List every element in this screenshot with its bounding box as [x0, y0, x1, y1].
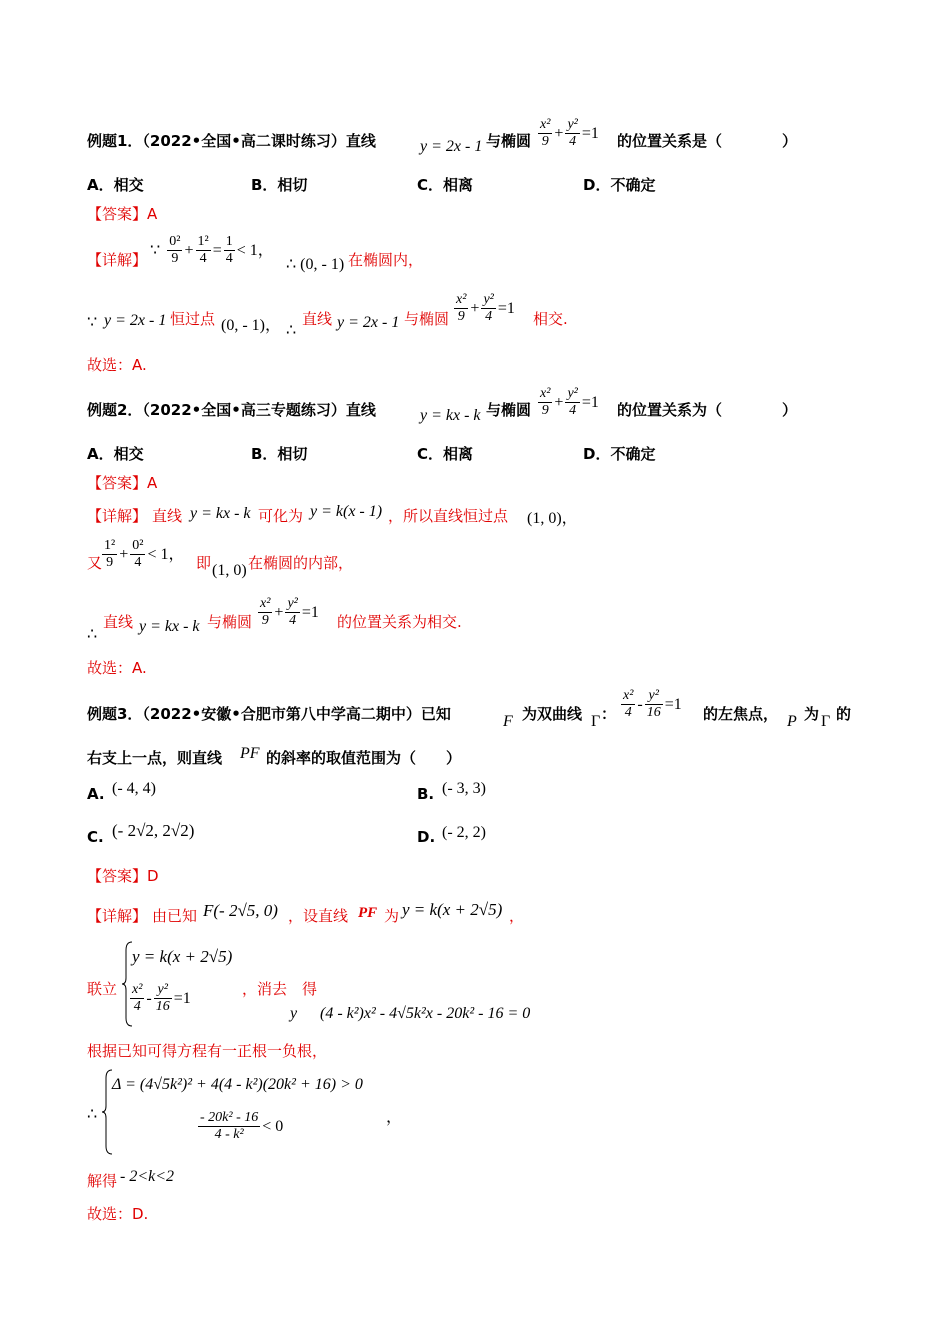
- ex2-conc-2: 与椭圆: [207, 613, 253, 631]
- ex3-solve-label: 解得: [87, 1172, 118, 1190]
- ex2-ellipse-2: $\frac{\text{x²}}{9}$ + $\frac{\text{y²}}{4}$ =1: [260, 596, 319, 628]
- ex3-title: 例题3．（2022•安徽•合肥市第八中学高二期中）已知: [87, 705, 451, 723]
- ex3-answer: 【答案】D: [87, 867, 159, 885]
- ex3-t4: 为: [804, 705, 820, 723]
- ex3-detail-comma: ，: [509, 907, 525, 925]
- ex1-intersect: 相交.: [533, 310, 568, 328]
- ex3-system-eq2: $\frac{\text{x²}}{4}$ - $\frac{\text{y²}}{16}$ =1: [132, 982, 191, 1014]
- ex3-result-eq: (4 - k²)x² - 4√5k²x - 20k² - 16 = 0: [320, 1005, 531, 1022]
- ex3-option-b: (- 3, 3): [442, 780, 486, 797]
- ex2-tail: 的位置关系为（ ）: [617, 401, 798, 419]
- ex3-eliminate: ，消去 得: [242, 980, 318, 998]
- ex2-check: $\frac{\text{1²}}{9}$ + $\frac{\text{0²}}{4}$ < 1，: [104, 538, 185, 570]
- ex1-line3: y = 2x - 1: [337, 314, 400, 331]
- ex1-ellipse: $\frac{\text{x²}}{9}$ + $\frac{\text{y²}}{4}$ =1: [540, 117, 599, 149]
- ex2-choose: 故选：A.: [87, 659, 147, 677]
- ex3-ineq-comma: ，: [386, 1109, 403, 1126]
- ex3-detail-1: 由已知: [152, 907, 198, 925]
- ex2-also: 又: [87, 554, 103, 572]
- ex2-detail-3: ，所以直线恒过点: [388, 507, 509, 525]
- ex1-answer: 【答案】A: [87, 205, 158, 223]
- ex1-because2: ∵: [87, 314, 98, 331]
- ex3-option-a: (- 4, 4): [112, 780, 156, 797]
- ex3-lianli: 联立: [87, 980, 118, 998]
- ex3-t2: 为双曲线: [522, 705, 583, 723]
- ex2-detail-label: 【详解】: [87, 507, 148, 525]
- ex3-system-eq1: y = k(x + 2√5): [132, 947, 233, 966]
- ex2-option-c: C．相离: [417, 445, 474, 463]
- ex3-PF: PF: [240, 745, 260, 762]
- ex1-option-b: B．相切: [251, 176, 308, 194]
- ex3-line2a: 右支上一点，则直线: [87, 749, 223, 767]
- ex3-t5: 的: [836, 705, 852, 723]
- ex1-inside: 在椭圆内，: [348, 251, 424, 269]
- ex1-therefore: ∴: [286, 322, 297, 339]
- ex1-therefore-point: ∴ (0, - 1): [286, 256, 345, 273]
- ex2-title: 例题2．（2022•全国•高三专题练习）直线: [87, 401, 376, 419]
- ex2-conc-3: 的位置关系为相交.: [337, 613, 462, 631]
- ex3-choose: 故选：D.: [87, 1205, 149, 1223]
- ex1-detail-calc: ∵ $\frac{\text{0²}}{9}$ + $\frac{\text{1²}}{4}$ = $\frac{1}{4}$ < 1，: [150, 234, 274, 266]
- ex1-line-word: 直线: [302, 310, 333, 328]
- ex3-option-c-label: C.: [87, 828, 104, 846]
- ex1-option-c: C．相离: [417, 176, 474, 194]
- ex3-therefore: ∴: [87, 1106, 98, 1123]
- ex3-option-c: (- 2√2, 2√2): [112, 821, 195, 840]
- ex3-detail-label: 【详解】: [87, 907, 148, 925]
- ex1-option-d: D．不确定: [583, 176, 656, 194]
- ex3-colon: ：: [601, 705, 617, 723]
- ex1-with-ellipse: 与椭圆: [404, 310, 450, 328]
- ex3-detail-F: F(- 2√5, 0): [203, 901, 278, 920]
- ex2-detail-eq: y = kx - k: [190, 505, 251, 522]
- ex3-hyperbola: $\frac{\text{x²}}{4}$ - $\frac{\text{y²}}{16}$ =1: [623, 688, 682, 720]
- ex1-option-a: A．相交: [87, 176, 144, 194]
- ex2-detail-2: 可化为: [258, 507, 304, 525]
- ex3-P: P: [787, 713, 797, 730]
- ex1-mid: 与椭圆: [486, 132, 532, 150]
- ex2-mid: 与椭圆: [486, 401, 532, 419]
- ex2-ellipse: $\frac{\text{x²}}{9}$ + $\frac{\text{y²}}{4}$ =1: [540, 386, 599, 418]
- ex2-inside: 在椭圆的内部，: [248, 554, 354, 572]
- ex2-detail-point: (1, 0)，: [527, 510, 578, 527]
- ex1-tail: 的位置关系是（ ）: [617, 132, 798, 150]
- ex3-eliminate-y: y: [290, 1005, 298, 1022]
- ex3-ineq2: $\frac{\text{- 20k² - 16}}{\text{4 - k²}}$ < 0: [200, 1110, 284, 1142]
- ex2-point2: (1, 0): [212, 562, 247, 579]
- ex3-solve: - 2<k<2: [120, 1168, 175, 1185]
- ex2-option-a: A．相交: [87, 445, 144, 463]
- ex2-therefore: ∴: [87, 626, 98, 643]
- ex3-detail-2: ，设直线: [288, 907, 349, 925]
- ex2-answer: 【答案】A: [87, 474, 158, 492]
- ex1-point: (0, - 1)，: [221, 317, 281, 334]
- ex3-t3: 的左焦点，: [703, 705, 779, 723]
- ex2-line-eq: y = kx - k: [420, 407, 481, 424]
- ex3-detail-eq: y = k(x + 2√5): [402, 900, 503, 919]
- ex3-gamma-2: Γ: [821, 713, 831, 730]
- ex2-detail-1: 直线: [152, 507, 183, 525]
- ex1-line2: y = 2x - 1: [104, 312, 167, 329]
- ex3-root-text: 根据已知可得方程有一正根一负根，: [87, 1042, 328, 1060]
- ex3-option-d-label: D.: [417, 828, 436, 846]
- ex2-option-d: D．不确定: [583, 445, 656, 463]
- ex2-option-b: B．相切: [251, 445, 308, 463]
- ex3-option-a-label: A.: [87, 785, 105, 803]
- ex3-line2b: 的斜率的取值范围为（ ）: [266, 749, 462, 767]
- ex1-passes: 恒过点: [170, 310, 216, 328]
- ex1-line-eq: y = 2x - 1: [420, 138, 483, 155]
- ex3-option-d: (- 2, 2): [442, 824, 486, 841]
- ex2-conc-1: 直线: [103, 613, 134, 631]
- ex3-detail-3: 为: [384, 907, 400, 925]
- ex1-detail-label: 【详解】: [87, 251, 148, 269]
- ex3-F: F: [503, 713, 513, 730]
- ex3-detail-PF: PF: [358, 905, 378, 921]
- ex3-ineq1: Δ = (4√5k²)² + 4(4 - k²)(20k² + 16) > 0: [112, 1076, 363, 1093]
- ex2-detail-eq2: y = k(x - 1): [310, 503, 383, 520]
- ex3-option-b-label: B.: [417, 785, 435, 803]
- ex1-choose: 故选：A.: [87, 356, 147, 374]
- ex3-gamma: Γ: [591, 713, 601, 730]
- ex1-ellipse-2: $\frac{\text{x²}}{9}$ + $\frac{\text{y²}}{4}$ =1: [456, 292, 515, 324]
- ex2-conc-eq: y = kx - k: [139, 618, 200, 635]
- ex1-title: 例题1．（2022•全国•高二课时练习）直线: [87, 132, 376, 150]
- ex2-ji: 即: [196, 554, 212, 572]
